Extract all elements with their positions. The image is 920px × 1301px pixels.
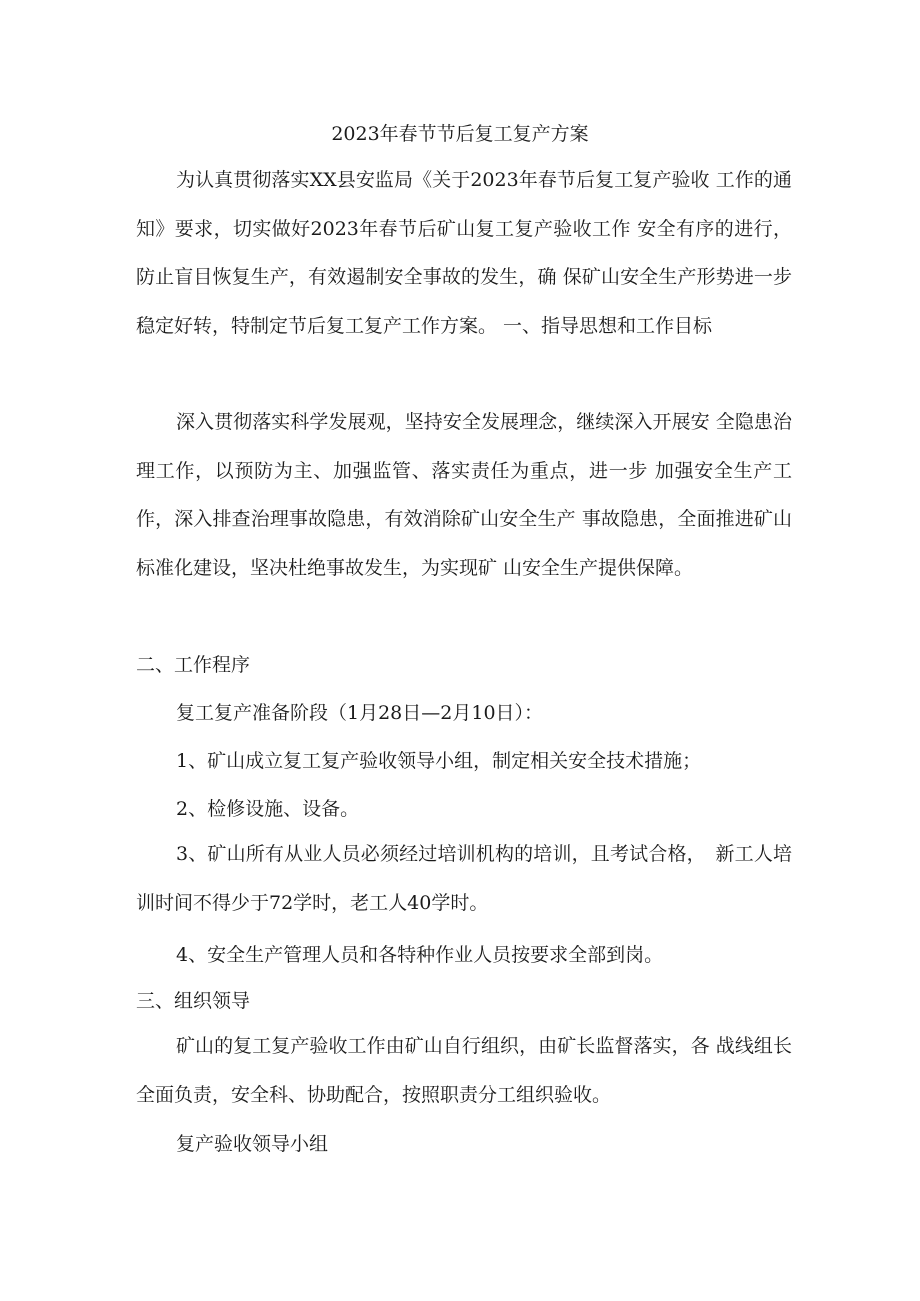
paragraph-leadership-group: 复产验收领导小组 bbox=[176, 1133, 329, 1155]
paragraph-intro: 为认真贯彻落实XX县安监局《关于2023年春节后复工复产验收 工作的通知》要求，切实做好2023年春节后矿山复工复产验收工作 安全有序的进行，防止盲目恢复生产，有效遏制安全事故的发生，确 保矿山安全生产形势进一步稳定好转，特制定节后复工复产工作方案。 一、指导思想和工作目标 bbox=[136, 169, 792, 337]
section-heading-organization: 三、组织领导 bbox=[136, 990, 251, 1012]
document-title: 2023年春节节后复工复产方案 bbox=[331, 123, 589, 145]
section-heading-work-procedure: 二、工作程序 bbox=[136, 654, 251, 676]
paragraph-guiding-thought: 深入贯彻落实科学发展观，坚持安全发展理念，继续深入开展安 全隐患治理工作，以预防为主、加强监管、落实责任为重点，进一步 加强安全生产工作，深入排查治理事故隐患，有效消除矿山安全生产 事故隐患，全面推进矿山标准化建设，坚决杜绝事故发生，为实现矿 山安全生产提供保障。 bbox=[136, 411, 792, 579]
list-item-4: 4、安全生产管理人员和各特种作业人员按要求全部到岗。 bbox=[176, 944, 664, 966]
list-item-3: 3、矿山所有从业人员必须经过培训机构的培训，且考试合格， 新工人培训时间不得少于72学时，老工人40学时。 bbox=[136, 843, 792, 914]
list-item-1: 1、矿山成立复工复产验收领导小组，制定相关安全技术措施； bbox=[176, 750, 702, 772]
paragraph-organization: 矿山的复工复产验收工作由矿山自行组织，由矿长监督落实，各 战线组长全面负责，安全科、协助配合，按照职责分工组织验收。 bbox=[136, 1035, 792, 1106]
list-item-2: 2、检修设施、设备。 bbox=[176, 798, 360, 820]
paragraph-preparation-stage: 复工复产准备阶段（1月28日—2月10日）： bbox=[176, 702, 544, 724]
